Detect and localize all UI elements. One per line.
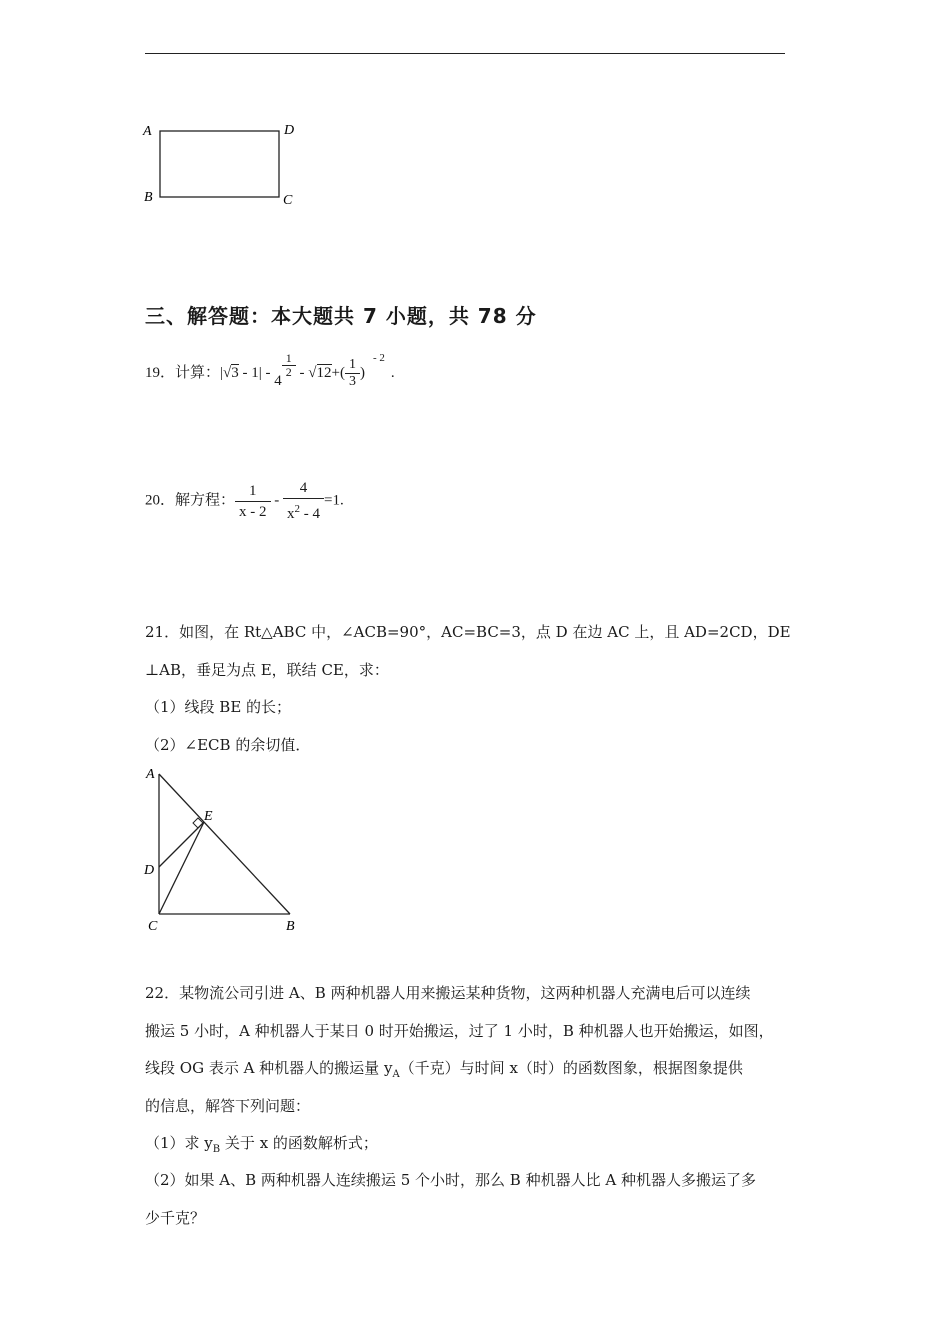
label-c: C	[148, 919, 158, 934]
q20-minus: -	[270, 492, 284, 509]
segment-de	[159, 822, 204, 867]
q20-f2-den-sup: 2	[294, 503, 301, 515]
q22-part-2-line-1: （2）如果 A、B 两种机器人连续搬运 5 个小时，那么 B 种机器人比 A 种机器人多搬运了多	[145, 1171, 756, 1189]
q19-exp-den: 2	[282, 365, 296, 379]
q22-line-3-sub: A	[392, 1069, 400, 1080]
q22-part-1	[145, 1133, 378, 1160]
q20-end: =1.	[324, 492, 344, 509]
q19-frac-den: 3	[345, 373, 360, 390]
segment-ce	[159, 822, 204, 914]
q19-frac-num: 1	[348, 357, 356, 373]
triangle-figure	[140, 762, 310, 937]
q19-paren-close: )	[359, 365, 365, 381]
q22-part-1-sub: B	[212, 1144, 221, 1155]
q22-part-1-b: 关于 x 的函数解析式；	[220, 1134, 378, 1152]
q22-part-1-a: （1）求 y	[145, 1134, 213, 1152]
q22-line-2: 搬运 5 小时，A 种机器人于某日 0 时开始搬运，过了 1 小时，B 种机器人也开始搬运，如图，	[145, 1022, 774, 1040]
q19-base4: 4	[274, 373, 282, 389]
q20-fraction-2	[283, 478, 324, 524]
q20-f1-num: 1	[249, 482, 257, 499]
q22-part-2-line-2: 少千克？	[145, 1209, 206, 1227]
q20-f2-den	[283, 498, 324, 524]
q19-end: .	[390, 365, 395, 381]
header-rule	[145, 53, 785, 54]
q22-line-4: 的信息，解答下列问题：	[145, 1097, 311, 1115]
q19-plus: +	[331, 365, 340, 381]
segment-ab	[159, 774, 290, 914]
q20-f1-den: x - 2	[235, 501, 271, 522]
q19-number: 19．	[145, 365, 176, 381]
sqrt-sign: √	[223, 365, 232, 381]
label-d: D	[144, 863, 155, 878]
q22-line-3-a: 线段 OG 表示 A 种机器人的搬运量 y	[145, 1059, 393, 1077]
q21-part-2: （2）∠ECB 的余切值．	[145, 736, 311, 754]
rectangle-figure	[140, 118, 310, 213]
q19-minus1: - 1|	[238, 365, 262, 381]
q19-exp-neg2: - 2	[372, 352, 385, 364]
label-e: E	[204, 809, 213, 824]
label-b: B	[286, 919, 295, 934]
label-a: A	[146, 767, 155, 782]
q19-sqrt12: 12	[316, 365, 332, 381]
q20-f2-num: 4	[299, 480, 308, 496]
q19-minus-b: -	[295, 365, 309, 381]
q19-exp-num: 1	[285, 351, 292, 366]
q21-part-1: （1）线段 BE 的长；	[145, 698, 292, 716]
q21-line-2: ⊥AB，垂足为点 E，联结 CE，求：	[145, 661, 389, 679]
sqrt-sign: √	[308, 365, 317, 381]
section-heading: 三、解答题：本大题共 7 小题，共 78 分	[145, 304, 537, 328]
q19-abs-open: |	[220, 365, 224, 381]
q19-paren-open: (	[339, 365, 345, 381]
q21-line-1: 21．如图，在 Rt△ABC 中，∠ACB=90°，AC=BC=3，点 D 在边 AC 上，且 AD=2CD，DE	[145, 623, 791, 641]
q20-fraction-1	[235, 481, 271, 522]
q19-sqrt3: 3	[231, 365, 239, 381]
rectangle-abcd	[160, 131, 279, 197]
q20-number: 20．	[145, 492, 176, 509]
q19-fraction	[345, 357, 360, 390]
q19-minus-a: -	[261, 365, 275, 381]
label-d: D	[284, 123, 295, 138]
q20-f2-den-b: - 4	[300, 506, 321, 522]
question-20	[145, 478, 344, 522]
q22-line-3	[145, 1058, 743, 1085]
q19-prompt: 计算：	[175, 365, 221, 381]
label-b: B	[144, 190, 153, 205]
label-a: A	[143, 124, 152, 139]
q19-exponent-fraction	[282, 352, 296, 379]
q22-line-3-b: （千克）与时间 x（时）的函数图象，根据图象提供	[399, 1059, 743, 1077]
label-c: C	[283, 193, 293, 208]
q20-f2-den-a: x	[287, 506, 295, 522]
q22-line-1: 22．某物流公司引进 A、B 两种机器人用来搬运某种货物，这两种机器人充满电后可以连续	[145, 984, 751, 1002]
question-19	[145, 346, 395, 390]
q20-prompt: 解方程：	[175, 492, 236, 509]
